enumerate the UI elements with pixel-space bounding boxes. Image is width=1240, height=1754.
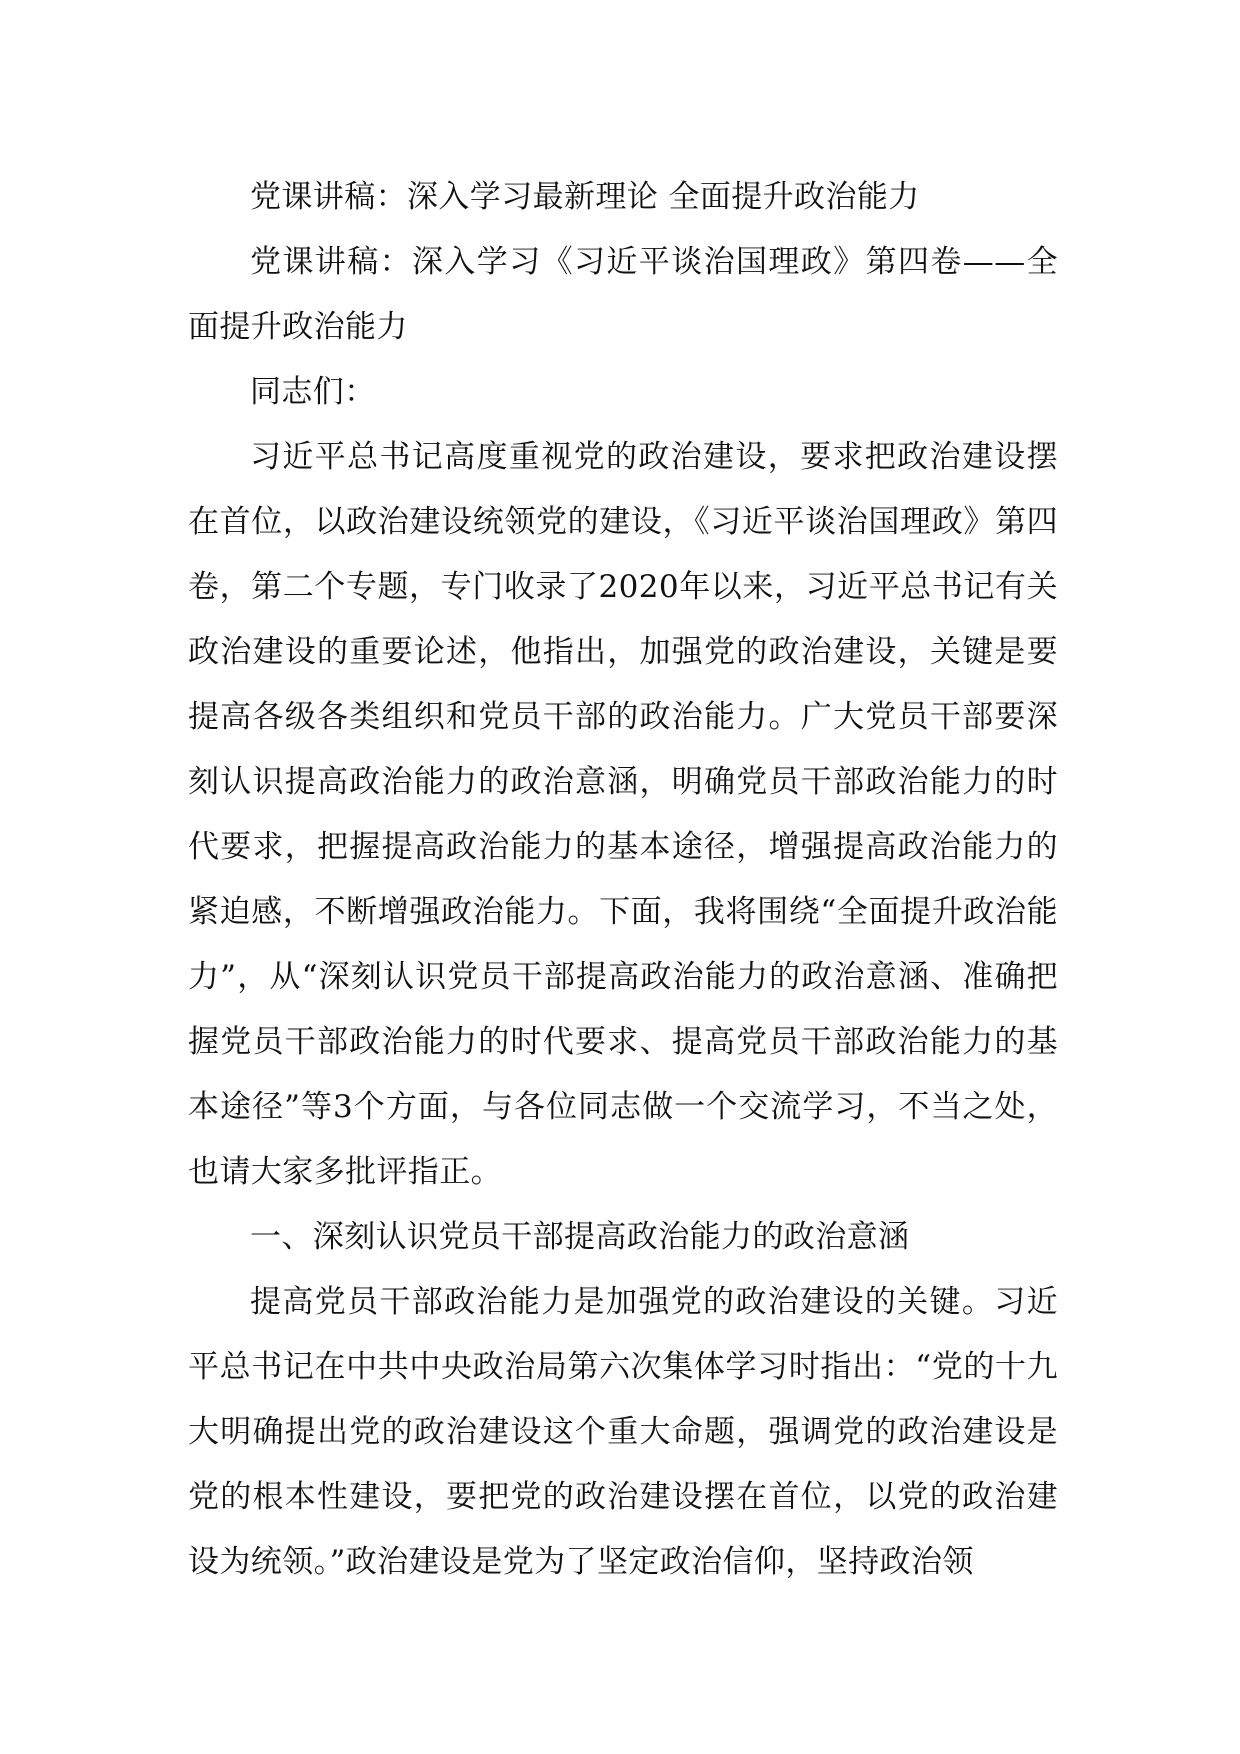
salutation: 同志们：: [250, 374, 376, 410]
section-heading: 一、深刻认识党员干部提高政治能力的政治意涵: [250, 1219, 910, 1255]
document-subtitle: 党课讲稿：深入学习《习近平谈治国理政》第四卷——全面提升政治能力: [188, 244, 1058, 345]
paragraph-intro: 习近平总书记高度重视党的政治建设，要求把政治建设摆在首位，以政治建设统领党的建设，《习近平谈治国理政》第四卷，第二个专题，专门收录了2020年以来，习近平总书记有关政治建设的重要论述，他指出，加强党的政治建设，关键是要提高各级各类组织和党员干部的政治能力。广大党员干部要深刻认识提高政治能力的政治意涵，明确党员干部政治能力的时代要求，把握提高政治能力的基本途径，增强提高政治能力的紧迫感，不断增强政治能力。下面，我将围绕“全面提升政治能力”，从“深刻认识党员干部提高政治能力的政治意涵、准确把握党员干部政治能力的时代要求、提高党员干部政治能力的基本途径”等3个方面，与各位同志做一个交流学习，不当之处，也请大家多批评指正。: [188, 439, 1058, 1190]
paragraph-section-1: 提高党员干部政治能力是加强党的政治建设的关键。习近平总书记在中共中央政治局第六次集体学习时指出：“党的十九大明确提出党的政治建设这个重大命题，强调党的政治建设是党的根本性建设，要把党的政治建设摆在首位，以党的政治建设为统领。”政治建设是党为了坚定政治信仰，坚持政治领: [188, 1284, 1058, 1580]
document-body: [188, 165, 1058, 1595]
document-title: 党课讲稿：深入学习最新理论 全面提升政治能力: [250, 179, 920, 215]
